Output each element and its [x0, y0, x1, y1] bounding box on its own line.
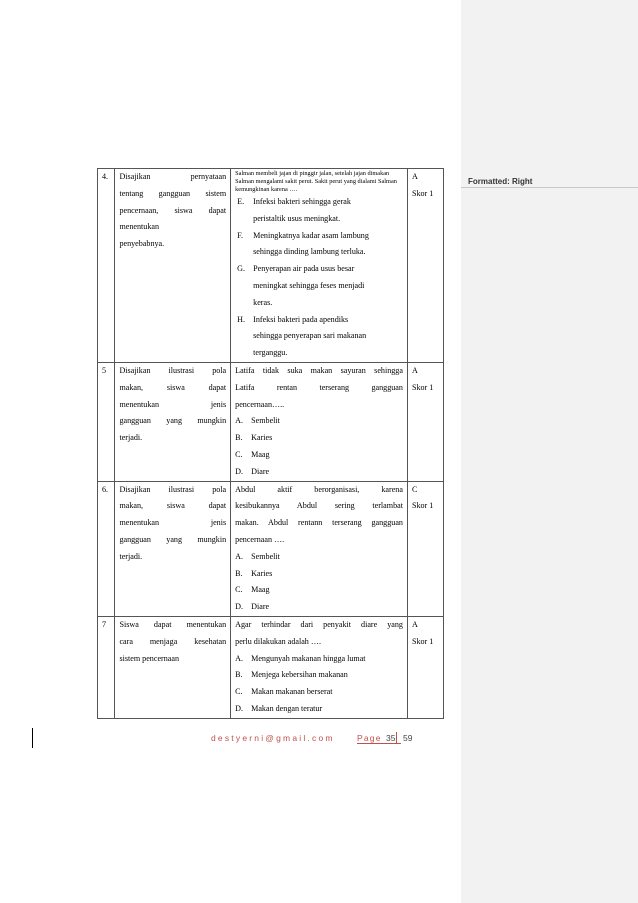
comment-label[interactable]: Formatted: Right — [468, 177, 533, 186]
option-item — [235, 566, 403, 583]
option-item — [235, 667, 403, 684]
option-letter: C. — [235, 449, 243, 459]
option-list — [235, 194, 403, 362]
indicator-line: penyebabnya. — [119, 239, 165, 249]
comment-margin-pane — [461, 0, 638, 903]
option-text: Karies — [251, 433, 273, 443]
option-text: Mengunyah makanan hingga lumat — [251, 653, 366, 663]
option-item — [235, 582, 403, 599]
option-letter: A. — [235, 416, 244, 426]
indicator-cell — [115, 481, 231, 616]
option-letter: E. — [237, 197, 245, 206]
option-item — [235, 261, 403, 311]
indicator-line: gangguan yang mungkin — [119, 534, 227, 544]
answer-cell — [407, 481, 443, 616]
stem-line: kesibukannya Abdul sering terlambat — [235, 501, 403, 511]
indicator-line: Siswa dapat menentukan — [119, 619, 227, 629]
option-text: Makan dengan teratur — [251, 703, 323, 713]
indicator-line: menentukan jenis — [119, 399, 227, 409]
table-row — [98, 481, 444, 616]
page-footer — [0, 732, 638, 748]
indicator-line: terjadi. — [119, 433, 143, 443]
question-number: 7 — [98, 616, 115, 718]
option-text: terganggu. — [253, 348, 288, 358]
stem-line: Latifa rentan terserang gangguan — [235, 382, 403, 392]
option-letter: B. — [235, 433, 243, 443]
score: Skor 1 — [411, 382, 434, 392]
option-text: Sembelit — [251, 551, 280, 561]
question-cell — [231, 616, 408, 718]
option-text: meningkat sehingga feses menjadi — [253, 280, 365, 290]
indicator-cell — [115, 362, 231, 481]
score: Skor 1 — [411, 188, 434, 198]
comment-connector-line — [461, 187, 638, 188]
option-text: Infeksi bakteri pada apendiks — [253, 314, 349, 324]
score: Skor 1 — [411, 501, 434, 511]
answer-key: A — [411, 365, 418, 375]
option-item — [235, 599, 403, 616]
question-number: 4. — [98, 169, 115, 363]
option-letter: G. — [237, 264, 246, 274]
answer-cell — [407, 362, 443, 481]
stem-line: pencernaan….. — [235, 399, 285, 409]
footer-email: destyerni@gmail.com — [211, 733, 335, 743]
stem-line: perlu dilakukan adalah …. — [235, 636, 321, 646]
option-letter: C. — [235, 687, 243, 697]
option-text: keras. — [253, 297, 273, 307]
stem-line: Latifa tidak suka makan sayuran sehingga — [235, 365, 403, 375]
option-text: Menjega kebersihan makanan — [251, 670, 348, 680]
option-letter: A. — [235, 551, 244, 561]
option-text: sehingga dinding lambung terluka. — [253, 247, 366, 257]
indicator-line: Disajikan ilustrasi pola — [119, 484, 227, 494]
table-row — [98, 362, 444, 481]
option-letter: B. — [235, 670, 243, 680]
answer-key: C — [411, 484, 418, 494]
indicator-cell — [115, 616, 231, 718]
question-cell — [231, 481, 408, 616]
footer-underline — [357, 743, 401, 744]
option-text: Infeksi bakteri sehingga gerak — [253, 197, 351, 206]
option-letter: D. — [235, 703, 244, 713]
option-letter: D. — [235, 602, 244, 612]
answer-cell — [407, 616, 443, 718]
option-text: Makan makanan berserat — [251, 687, 333, 697]
indicator-cell — [115, 169, 231, 363]
indicator-line: makan, siswa dapat — [119, 382, 227, 392]
score: Skor 1 — [411, 636, 434, 646]
option-item — [235, 413, 403, 430]
option-item — [235, 228, 403, 262]
answer-key: A — [411, 619, 418, 629]
option-item — [235, 430, 403, 447]
option-item — [235, 549, 403, 566]
option-text: Meningkatnya kadar asam lambung — [253, 230, 369, 240]
option-list — [235, 413, 403, 480]
option-list — [235, 549, 403, 616]
indicator-line: tentang gangguan sistem — [119, 188, 227, 198]
answer-key: A — [411, 172, 418, 181]
indicator-line: menentukan jenis — [119, 518, 227, 528]
question-number: 6. — [98, 481, 115, 616]
option-letter: A. — [235, 653, 244, 663]
indicator-line: pencernaan, siswa dapat — [119, 205, 227, 215]
footer-total-pages: 59 — [403, 733, 413, 743]
option-item — [235, 312, 403, 362]
indicator-line: Disajikan ilustrasi pola — [119, 365, 227, 375]
indicator-line: sistem pencernaan — [119, 653, 180, 663]
question-stem: Salman membeli jajan di pinggir jalan, setelah jajan dimakan Salman mengalami sakit perut. Sakit perut yang dialami Salman kemungkinan karena …. — [235, 170, 397, 193]
footer-page-label: Page — [357, 733, 382, 743]
indicator-line: terjadi. — [119, 551, 143, 561]
option-list — [235, 651, 403, 718]
option-text: Karies — [251, 568, 273, 578]
question-cell — [231, 362, 408, 481]
option-text: Diare — [251, 466, 270, 476]
option-letter: C. — [235, 585, 243, 595]
option-item — [235, 701, 403, 718]
stem-line: pencernaan …. — [235, 534, 285, 544]
option-text: Maag — [251, 585, 270, 595]
option-item — [235, 651, 403, 668]
stem-line: Agar terhindar dari penyakit diare yang — [235, 619, 403, 629]
question-cell — [231, 169, 408, 363]
stem-line: Abdul aktif berorganisasi, karena — [235, 484, 403, 494]
stem-line: makan. Abdul rentann terserang gangguan — [235, 518, 403, 528]
answer-cell — [407, 169, 443, 363]
indicator-line: menentukan — [119, 222, 160, 232]
indicator-line: cara menjaga kesehatan — [119, 636, 227, 646]
option-letter: F. — [237, 230, 244, 240]
option-text: Maag — [251, 449, 270, 459]
option-item — [235, 447, 403, 464]
option-text: peristaltik usus meningkat. — [253, 213, 341, 223]
option-item — [235, 194, 403, 228]
indicator-line: Disajikan pernyataan — [119, 172, 227, 181]
option-text: Penyerapan air pada usus besar — [253, 264, 355, 274]
table-row — [98, 169, 444, 363]
option-letter: H. — [237, 314, 246, 324]
question-table — [97, 168, 444, 719]
question-number: 5 — [98, 362, 115, 481]
option-item — [235, 464, 403, 481]
option-text: Diare — [251, 602, 270, 612]
option-text: sehingga penyerapan sari makanan — [253, 331, 367, 341]
footer-page-number: 35 — [386, 733, 396, 743]
indicator-line: gangguan yang mungkin — [119, 416, 227, 426]
option-item — [235, 684, 403, 701]
indicator-line: makan, siswa dapat — [119, 501, 227, 511]
table-row — [98, 616, 444, 718]
option-letter: D. — [235, 466, 244, 476]
option-letter: B. — [235, 568, 243, 578]
option-text: Sembelit — [251, 416, 280, 426]
